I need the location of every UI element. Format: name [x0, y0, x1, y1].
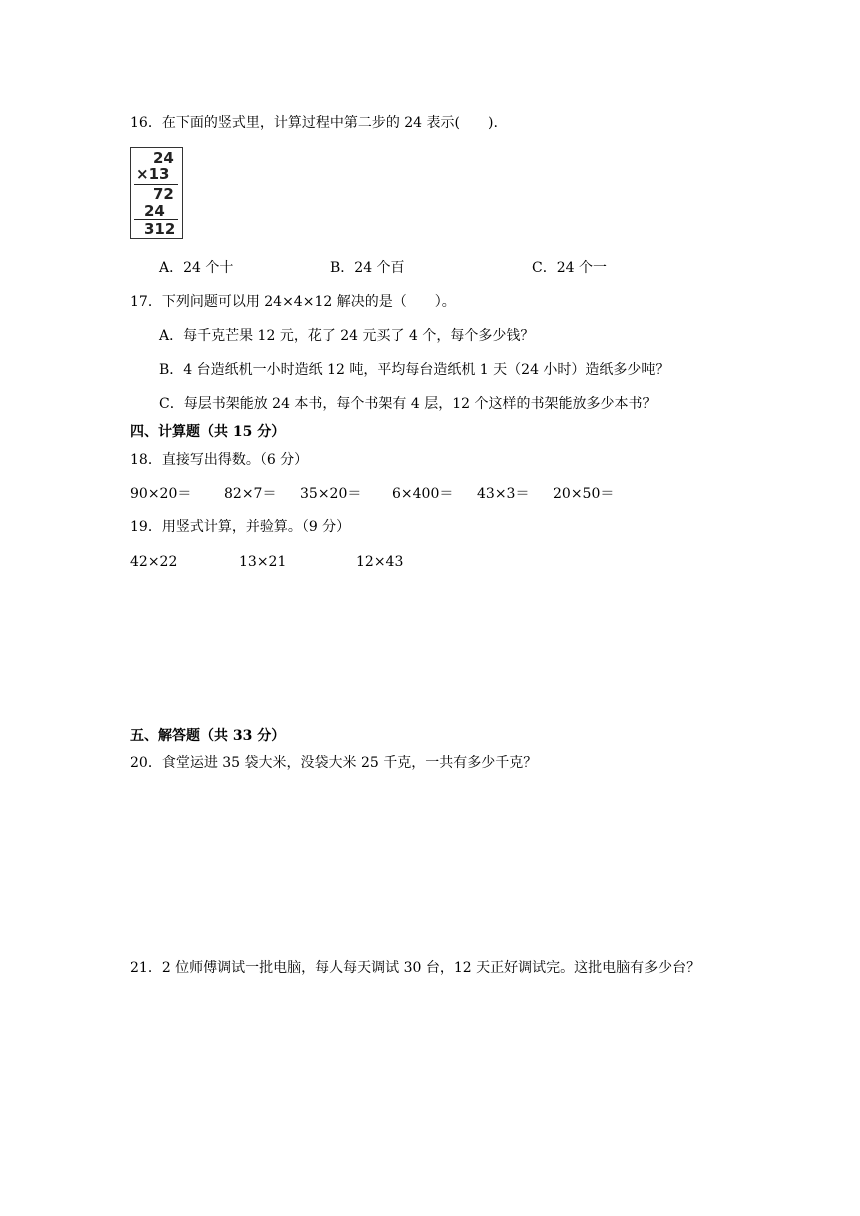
question-20-text: 20．食堂运进 35 袋大米，没袋大米 25 千克，一共有多少千克？: [130, 755, 538, 771]
section-4-heading: 四、计算题（共 15 分）: [130, 424, 286, 440]
q16-option-c[interactable]: C．24 个一: [532, 260, 607, 276]
multiplicand: 24: [153, 149, 174, 167]
q19-item: 12×43: [356, 554, 404, 570]
question-16-text: 16．在下面的竖式里，计算过程中第二步的 24 表示( ).: [130, 115, 498, 131]
final-product: 312: [144, 220, 176, 238]
partial-product-2: 24: [144, 202, 165, 220]
multiplier: ×13: [136, 165, 170, 183]
q18-item: 43×3＝: [477, 486, 530, 502]
q17-option-c[interactable]: C．每层书架能放 24 本书，每个书架有 4 层，12 个这样的书架能放多少本书？: [159, 396, 657, 412]
vertical-multiplication-figure: [130, 147, 183, 239]
q19-item: 42×22: [130, 554, 178, 570]
q18-item: 35×20＝: [300, 486, 362, 502]
question-21-text: 21．2 位师傅调试一批电脑，每人每天调试 30 台，12 天正好调试完。这批电脑有多少台？: [130, 960, 701, 976]
q19-item: 13×21: [239, 554, 287, 570]
q18-item: 6×400＝: [392, 486, 454, 502]
q18-item: 82×7＝: [224, 486, 277, 502]
section-5-heading: 五、解答题（共 33 分）: [130, 728, 286, 744]
q17-option-b[interactable]: B．4 台造纸机一小时造纸 12 吨，平均每台造纸机 1 天（24 小时）造纸多少吨？: [159, 362, 670, 378]
q18-item: 20×50＝: [553, 486, 615, 502]
q17-option-a[interactable]: A．每千克芒果 12 元，花了 24 元买了 4 个，每个多少钱？: [159, 328, 535, 344]
q16-option-b[interactable]: B．24 个百: [330, 260, 405, 276]
partial-product-1: 72: [153, 185, 174, 203]
question-18-text: 18．直接写出得数。（6 分）: [130, 452, 309, 468]
q16-option-a[interactable]: A．24 个十: [159, 260, 234, 276]
question-19-text: 19．用竖式计算，并验算。（9 分）: [130, 519, 351, 535]
q18-item: 90×20＝: [130, 486, 192, 502]
question-17-text: 17．下列问题可以用 24×4×12 解决的是（ ）。: [130, 294, 456, 310]
